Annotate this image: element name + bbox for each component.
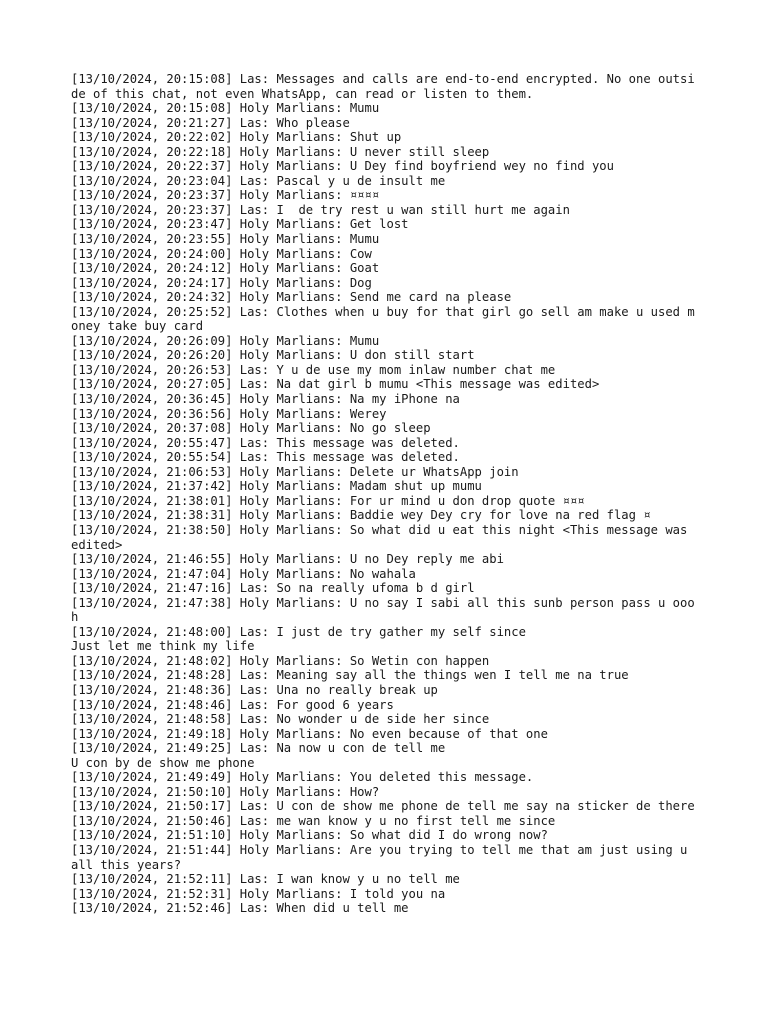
chat-line: [13/10/2024, 20:22:02] Holy Marlians: Shut up [71,130,402,145]
chat-line: [13/10/2024, 21:52:31] Holy Marlians: I told you na [71,886,446,901]
chat-line: [13/10/2024, 21:48:00] Las: I just de try gather my self since [71,624,526,639]
chat-line: [13/10/2024, 21:49:25] Las: Na now u con de tell me [71,741,446,756]
chat-line: [13/10/2024, 20:24:17] Holy Marlians: Dog [71,275,372,290]
chat-line: [13/10/2024, 21:46:55] Holy Marlians: U no Dey reply me abi [71,552,504,567]
chat-line: [13/10/2024, 21:48:46] Las: For good 6 years [71,697,394,712]
chat-line: [13/10/2024, 21:48:58] Las: No wonder u de side her since [71,712,490,727]
chat-line: U con by de show me phone [71,755,255,770]
chat-line: [13/10/2024, 21:50:17] Las: U con de show me phone de tell me say na sticker de there [71,799,695,814]
chat-line: [13/10/2024, 20:15:08] Las: Messages and calls are end-to-end encrypted. No one outside of this chat, not even WhatsApp, can read or listen to them. [71,72,695,101]
chat-line: [13/10/2024, 21:38:50] Holy Marlians: So what did u eat this night <This message was edited> [71,522,695,552]
chat-line: [13/10/2024, 21:38:01] Holy Marlians: For ur mind u don drop quote ¤¤¤ [71,493,585,508]
chat-line: [13/10/2024, 20:24:12] Holy Marlians: Goat [71,261,380,276]
chat-line: [13/10/2024, 20:26:09] Holy Marlians: Mumu [71,333,380,348]
chat-line: [13/10/2024, 21:49:18] Holy Marlians: No even because of that one [71,726,548,741]
chat-line: [13/10/2024, 21:47:16] Las: So na really ufoma b d girl [71,581,475,596]
chat-line: [13/10/2024, 20:23:37] Las: I de try rest u wan still hurt me again [71,202,570,217]
chat-line: [13/10/2024, 21:48:36] Las: Una no really break up [71,682,438,697]
chat-line: [13/10/2024, 21:47:38] Holy Marlians: U no say I sabi all this sunb person pass u oooh [71,595,695,625]
chat-line: [13/10/2024, 21:51:44] Holy Marlians: Are you trying to tell me that am just using u all this years? [71,842,695,872]
chat-line: Just let me think my life [71,639,255,654]
chat-transcript [71,72,698,916]
chat-line: [13/10/2024, 20:23:55] Holy Marlians: Mumu [71,232,380,247]
chat-line: [13/10/2024, 20:27:05] Las: Na dat girl b mumu <This message was edited> [71,377,600,392]
chat-line: [13/10/2024, 20:24:32] Holy Marlians: Send me card na please [71,290,512,305]
chat-line: [13/10/2024, 21:52:11] Las: I wan know y u no tell me [71,872,460,887]
chat-line: [13/10/2024, 21:47:04] Holy Marlians: No wahala [71,566,416,581]
chat-line: [13/10/2024, 20:55:54] Las: This message was deleted. [71,450,460,465]
chat-line: [13/10/2024, 21:52:46] Las: When did u tell me [71,901,409,916]
chat-line: [13/10/2024, 20:21:27] Las: Who please [71,115,350,130]
chat-line: [13/10/2024, 21:06:53] Holy Marlians: Delete ur WhatsApp join [71,464,519,479]
chat-line: [13/10/2024, 20:55:47] Las: This message was deleted. [71,435,460,450]
chat-line: [13/10/2024, 20:36:45] Holy Marlians: Na my iPhone na [71,392,460,407]
chat-line: [13/10/2024, 20:22:18] Holy Marlians: U never still sleep [71,144,490,159]
chat-line: [13/10/2024, 21:51:10] Holy Marlians: So what did I do wrong now? [71,828,548,843]
chat-line: [13/10/2024, 20:22:37] Holy Marlians: U Dey find boyfriend wey no find you [71,159,614,174]
chat-line: [13/10/2024, 20:26:20] Holy Marlians: U don still start [71,348,475,363]
chat-line: [13/10/2024, 20:26:53] Las: Y u de use my mom inlaw number chat me [71,362,556,377]
chat-line: [13/10/2024, 20:23:04] Las: Pascal y u de insult me [71,173,446,188]
chat-line: [13/10/2024, 20:23:47] Holy Marlians: Get lost [71,217,409,232]
chat-line: [13/10/2024, 20:24:00] Holy Marlians: Cow [71,246,372,261]
chat-line: [13/10/2024, 20:25:52] Las: Clothes when u buy for that girl go sell am make u used money take buy card [71,304,695,334]
chat-line: [13/10/2024, 20:23:37] Holy Marlians: ¤¤¤¤ [71,188,380,203]
chat-line: [13/10/2024, 21:37:42] Holy Marlians: Madam shut up mumu [71,479,482,494]
chat-line: [13/10/2024, 21:50:46] Las: me wan know y u no first tell me since [71,813,556,828]
chat-line: [13/10/2024, 21:48:02] Holy Marlians: So Wetin con happen [71,653,490,668]
chat-line: [13/10/2024, 21:38:31] Holy Marlians: Baddie wey Dey cry for love na red flag ¤ [71,508,651,523]
chat-line: [13/10/2024, 20:36:56] Holy Marlians: Werey [71,406,387,421]
chat-line: [13/10/2024, 20:37:08] Holy Marlians: No go sleep [71,421,431,436]
chat-line: [13/10/2024, 20:15:08] Holy Marlians: Mumu [71,101,380,116]
chat-line: [13/10/2024, 21:50:10] Holy Marlians: How? [71,784,380,799]
chat-line: [13/10/2024, 21:48:28] Las: Meaning say all the things wen I tell me na true [71,668,629,683]
chat-line: [13/10/2024, 21:49:49] Holy Marlians: You deleted this message. [71,770,534,785]
